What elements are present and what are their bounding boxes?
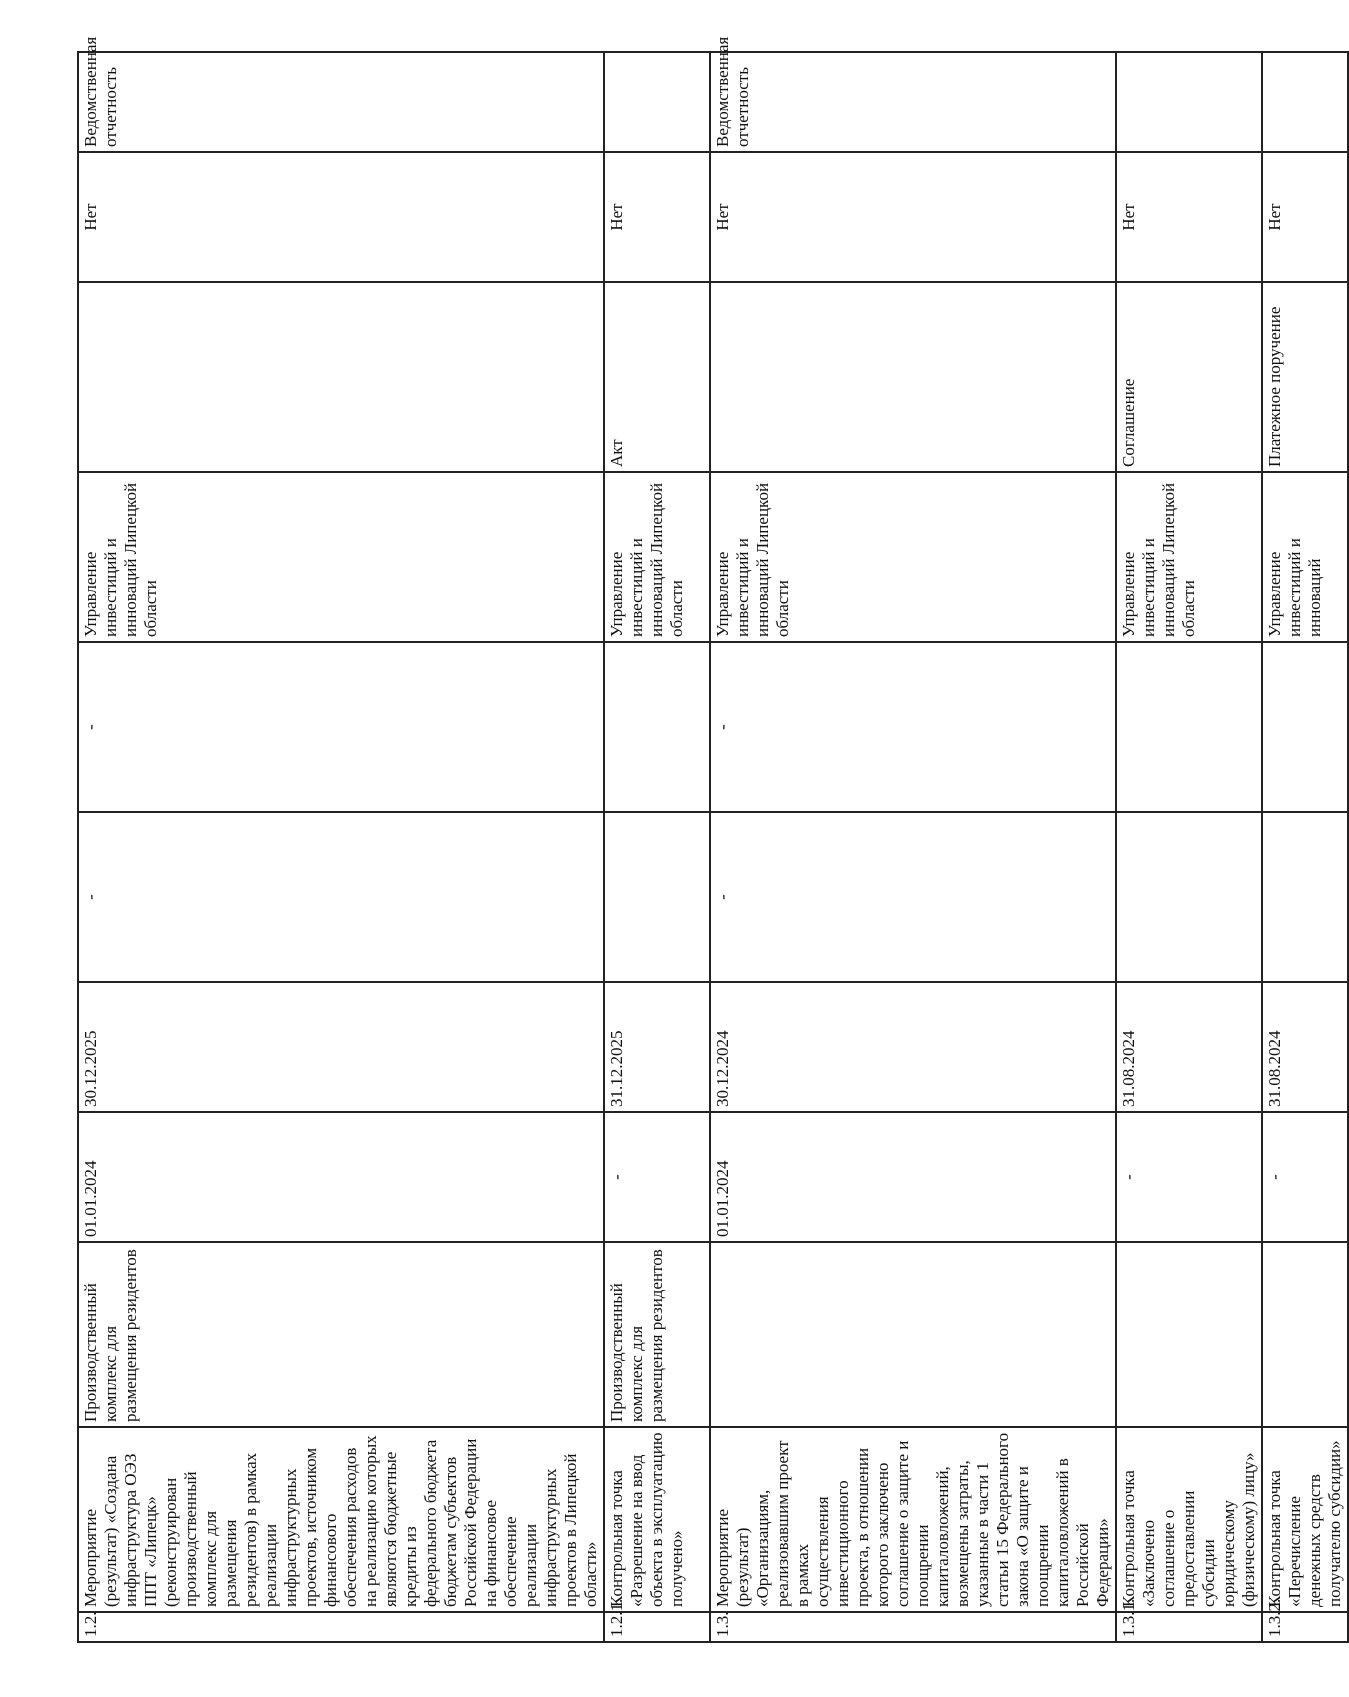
row-start-date: - bbox=[1262, 1112, 1348, 1242]
row-name: Мероприятие (результат) «Создана инфраструктура ОЭЗ ППТ «Липецк» (реконструирован производственный комплекс для размещения резидентов) в рамках реализации инфраструктурных проектов, источником финансового обеспечения расходов на реализацию которых являются бюджетные кредиты из федерального бюджета бюджетам субъектов Российской Федерации на финансовое обеспечение реализации инфраструктурных проектов в Липецкой области» bbox=[78, 1427, 604, 1612]
row-info-system: Нет bbox=[1262, 152, 1348, 282]
row-characteristic bbox=[1116, 1242, 1262, 1427]
row-reporting bbox=[1116, 52, 1262, 152]
row-end-date: 31.08.2024 bbox=[1262, 982, 1348, 1112]
row-document: Платежное поручение bbox=[1262, 282, 1348, 472]
row-document bbox=[78, 282, 604, 472]
row-characteristic: Производственный комплекс для размещения резидентов bbox=[78, 1242, 604, 1427]
table-row bbox=[78, 52, 604, 1642]
table-row bbox=[1116, 52, 1262, 1642]
row-number: 1.2. bbox=[78, 1612, 604, 1642]
row-info-system: Нет bbox=[604, 152, 710, 282]
row-document bbox=[710, 282, 1116, 472]
row-document: Акт bbox=[604, 282, 710, 472]
row-number: 1.3.1. bbox=[1116, 1612, 1262, 1642]
row-end-date: 30.12.2025 bbox=[78, 982, 604, 1112]
row-start-date: - bbox=[1116, 1112, 1262, 1242]
plan-table bbox=[77, 36, 1349, 1643]
row-characteristic bbox=[710, 1242, 1116, 1427]
row-col5: - bbox=[710, 812, 1116, 982]
row-reporting: Ведомственная отчетность bbox=[78, 52, 604, 152]
row-number: 1.2.1. bbox=[604, 1612, 710, 1642]
row-start-date: - bbox=[604, 1112, 710, 1242]
row-end-date: 31.12.2025 bbox=[604, 982, 710, 1112]
row-number: 1.3. bbox=[710, 1612, 1116, 1642]
row-responsible: Управление инвестиций и инноваций Липецкой области bbox=[78, 472, 604, 642]
row-document: Соглашение bbox=[1116, 282, 1262, 472]
row-info-system: Нет bbox=[710, 152, 1116, 282]
row-responsible: Управление инвестиций и инноваций Липецкой области bbox=[1116, 472, 1262, 642]
row-col6 bbox=[1262, 642, 1348, 812]
row-col5 bbox=[604, 812, 710, 982]
row-end-date: 31.08.2024 bbox=[1116, 982, 1262, 1112]
row-info-system: Нет bbox=[78, 152, 604, 282]
row-name: Контрольная точка «Заключено соглашение о предоставлении субсидии юридическому (физическому) лицу» bbox=[1116, 1427, 1262, 1612]
row-start-date: 01.01.2024 bbox=[710, 1112, 1116, 1242]
table-row bbox=[710, 52, 1116, 1642]
row-name: Мероприятие (результат) «Организациям, реализовавшим проект в рамках осуществления инвестиционного проекта, в отношении которого заключено соглашение о защите и поощрении капиталовложений, возмещены затраты, указанные в части 1 статьи 15 Федерального закона «О защите и поощрении капиталовложений в Российской Федерации» bbox=[710, 1427, 1116, 1612]
rotated-page bbox=[77, 36, 1344, 1643]
row-col6: - bbox=[78, 642, 604, 812]
row-info-system: Нет bbox=[1116, 152, 1262, 282]
row-col6 bbox=[604, 642, 710, 812]
row-col5: - bbox=[78, 812, 604, 982]
row-col6 bbox=[1116, 642, 1262, 812]
row-number: 1.3.2. bbox=[1262, 1612, 1348, 1642]
table-row bbox=[604, 52, 710, 1642]
row-name: Контрольная точка «Разрешение на ввод объекта в эксплуатацию получено» bbox=[604, 1427, 710, 1612]
row-start-date: 01.01.2024 bbox=[78, 1112, 604, 1242]
row-characteristic: Производственный комплекс для размещения резидентов bbox=[604, 1242, 710, 1427]
row-col5 bbox=[1262, 812, 1348, 982]
row-col6: - bbox=[710, 642, 1116, 812]
row-col5 bbox=[1116, 812, 1262, 982]
row-responsible: Управление инвестиций и инноваций bbox=[1262, 472, 1348, 642]
row-characteristic bbox=[1262, 1242, 1348, 1427]
row-responsible: Управление инвестиций и инноваций Липецкой области bbox=[710, 472, 1116, 642]
table-row bbox=[1262, 52, 1348, 1642]
row-name: Контрольная точка «Перечисление денежных средств получателю субсидии» bbox=[1262, 1427, 1348, 1612]
row-end-date: 30.12.2024 bbox=[710, 982, 1116, 1112]
row-reporting bbox=[604, 52, 710, 152]
row-reporting: Ведомственная отчетность bbox=[710, 52, 1116, 152]
row-responsible: Управление инвестиций и инноваций Липецкой области bbox=[604, 472, 710, 642]
row-reporting bbox=[1262, 52, 1348, 152]
